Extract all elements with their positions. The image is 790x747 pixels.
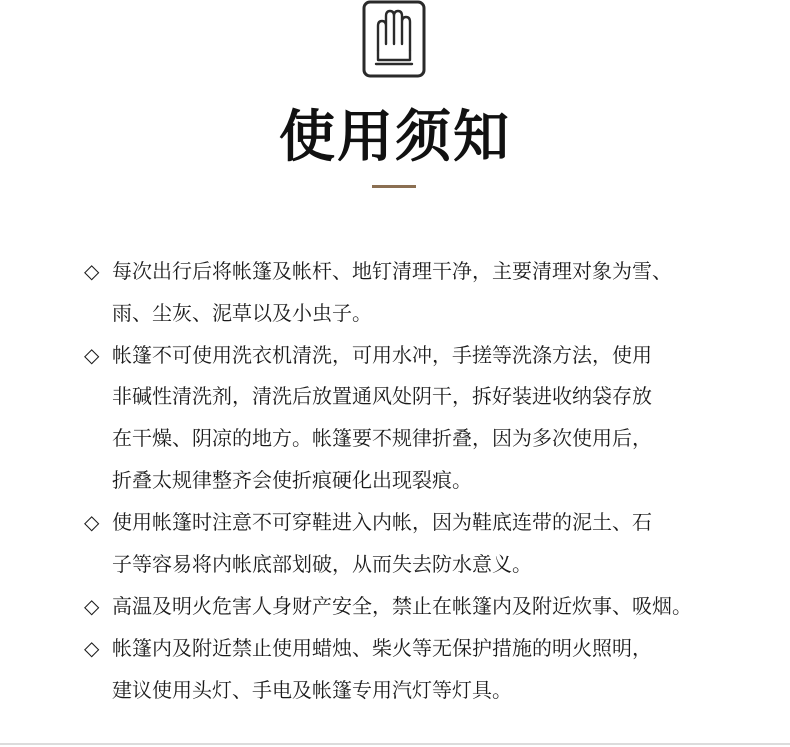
bullet-diamond-icon: ◇: [84, 343, 100, 367]
title-underline: [372, 185, 416, 188]
bullet-diamond-icon: ◇: [84, 510, 100, 534]
bullet-diamond-icon: ◇: [84, 594, 100, 618]
notice-line: 非碱性清洗剂，清洗后放置通风处阴干，拆好装进收纳袋存放: [112, 384, 652, 408]
glove-hand-icon: [362, 0, 426, 78]
notice-line: 子等容易将内帐底部划破，从而失去防水意义。: [112, 552, 532, 576]
bullet-diamond-icon: ◇: [84, 259, 100, 283]
bullet-diamond-icon: ◇: [84, 636, 100, 660]
notice-line: 帐篷不可使用洗衣机清洗，可用水冲，手搓等洗涤方法，使用: [112, 343, 652, 367]
page-title: 使用须知: [279, 105, 511, 170]
notice-line: 雨、尘灰、泥草以及小虫子。: [112, 301, 372, 325]
notice-line: 高温及明火危害人身财产安全，禁止在帐篷内及附近炊事、吸烟。: [112, 594, 692, 618]
notice-line: 建议使用头灯、手电及帐篷专用汽灯等灯具。: [112, 678, 512, 702]
notice-line: 帐篷内及附近禁止使用蜡烛、柴火等无保护措施的明火照明，: [112, 636, 652, 660]
notice-line: 每次出行后将帐篷及帐杆、地钉清理干净，主要清理对象为雪、: [112, 259, 672, 283]
notice-line: 折叠太规律整齐会使折痕硬化出现裂痕。: [112, 468, 472, 492]
notice-line: 在干燥、阴凉的地方。帐篷要不规律折叠，因为多次使用后，: [112, 426, 652, 450]
notice-line: 使用帐篷时注意不可穿鞋进入内帐，因为鞋底连带的泥土、石: [112, 510, 652, 534]
bottom-divider: [0, 743, 790, 745]
